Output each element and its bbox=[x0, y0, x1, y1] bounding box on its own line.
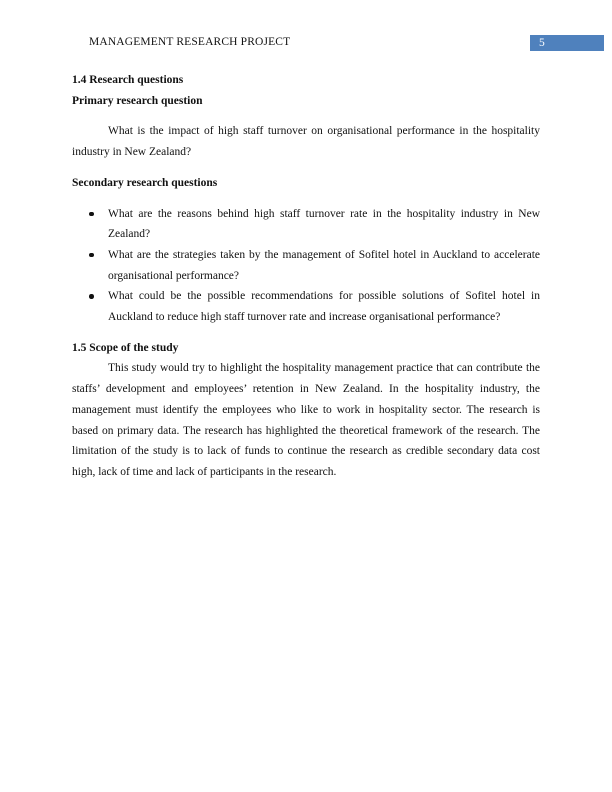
scope-paragraph: This study would try to highlight the hospitality management practice that can contribute the staffs’ development and employees’ retention in New Zealand. In the hospitality industry, the management must identify the employees who like to work in hospitality sector. The research is based on primary data. The research has highlighted the theoretical framework of the research. The limitation of the study is to lack of funds to continue the research as credible secondary data cost high, lack of time and lack of participants in the research. bbox=[72, 362, 540, 478]
list-item bbox=[72, 204, 540, 245]
bullet-icon bbox=[89, 212, 94, 217]
bullet-icon bbox=[89, 294, 94, 299]
list-item bbox=[72, 245, 540, 286]
running-header-title: MANAGEMENT RESEARCH PROJECT bbox=[89, 36, 291, 48]
primary-question-text: What is the impact of high staff turnover on organisational performance in the hospitality industry in New Zealand? bbox=[72, 125, 540, 159]
section-heading-scope: 1.5 Scope of the study bbox=[72, 341, 179, 354]
document-body bbox=[72, 70, 540, 483]
page-number-badge: 5 bbox=[530, 35, 604, 51]
list-item bbox=[72, 286, 540, 327]
list-item-text: What could be the possible recommendations for possible solutions of Sofitel hotel in Auckland to reduce high staff turnover rate and increase organisational performance? bbox=[108, 290, 540, 324]
list-item-text: What are the reasons behind high staff turnover rate in the hospitality industry in New Zealand? bbox=[108, 207, 540, 241]
list-item-text: What are the strategies taken by the management of Sofitel hotel in Auckland to accelerate organisational performance? bbox=[108, 248, 540, 282]
secondary-questions-heading: Secondary research questions bbox=[72, 176, 218, 189]
bullet-icon bbox=[89, 253, 94, 258]
section-heading-research-questions: 1.4 Research questions bbox=[72, 74, 184, 86]
primary-question-heading: Primary research question bbox=[72, 94, 203, 107]
secondary-questions-list bbox=[72, 204, 540, 328]
